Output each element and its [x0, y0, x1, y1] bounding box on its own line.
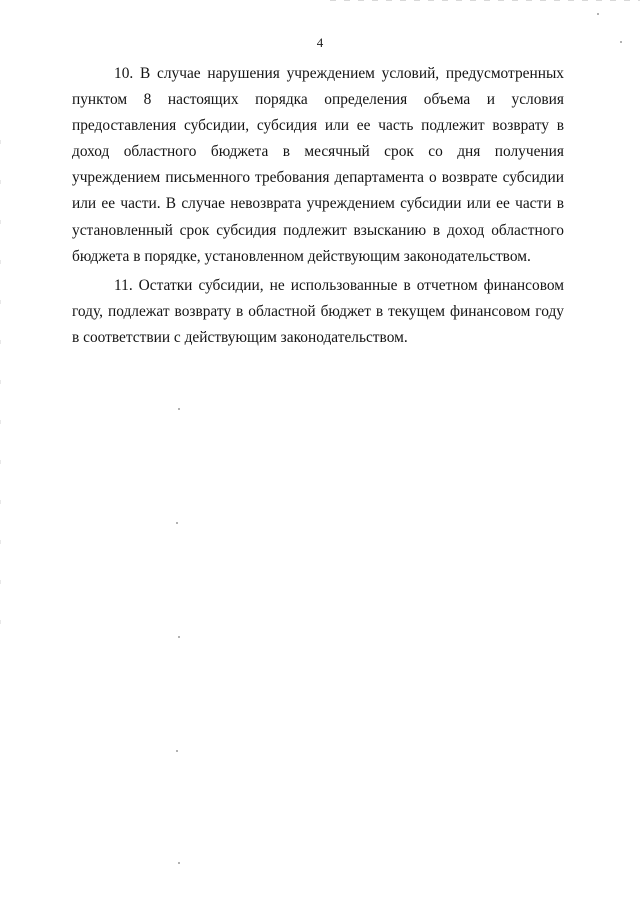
scan-dot [597, 13, 599, 15]
page-number: 4 [316, 35, 324, 50]
scan-dot [176, 750, 178, 752]
scan-dot [178, 636, 180, 638]
scan-artifact-left [0, 140, 1, 660]
scan-dot [178, 408, 180, 410]
scan-dot [176, 522, 178, 524]
scan-dot [178, 862, 180, 864]
paragraph-11: 11. Остатки субсидии, не использованные в отчетном финансовом году, подлежат возврату в областной бюджет в текущем финансовом году в соответствии с действующим законодательством. [72, 276, 564, 346]
document-body [72, 61, 564, 351]
scan-artifact-top [330, 0, 640, 1]
paragraph-10: 10. В случае нарушения учреждением условий, предусмотренных пунктом 8 настоящих порядка определения объема и условия предоставления субсидии, субсидия или ее часть подлежит возврату в доход областного бюджета в месячный срок со дня получения учреждением письменного требования департамента о возврате субсидии или ее части. В случае невозврата учреждением субсидии или ее части в установленный срок субсидия подлежит взысканию в доход областного бюджета в порядке, установленном действующим законодательством. [72, 65, 564, 265]
